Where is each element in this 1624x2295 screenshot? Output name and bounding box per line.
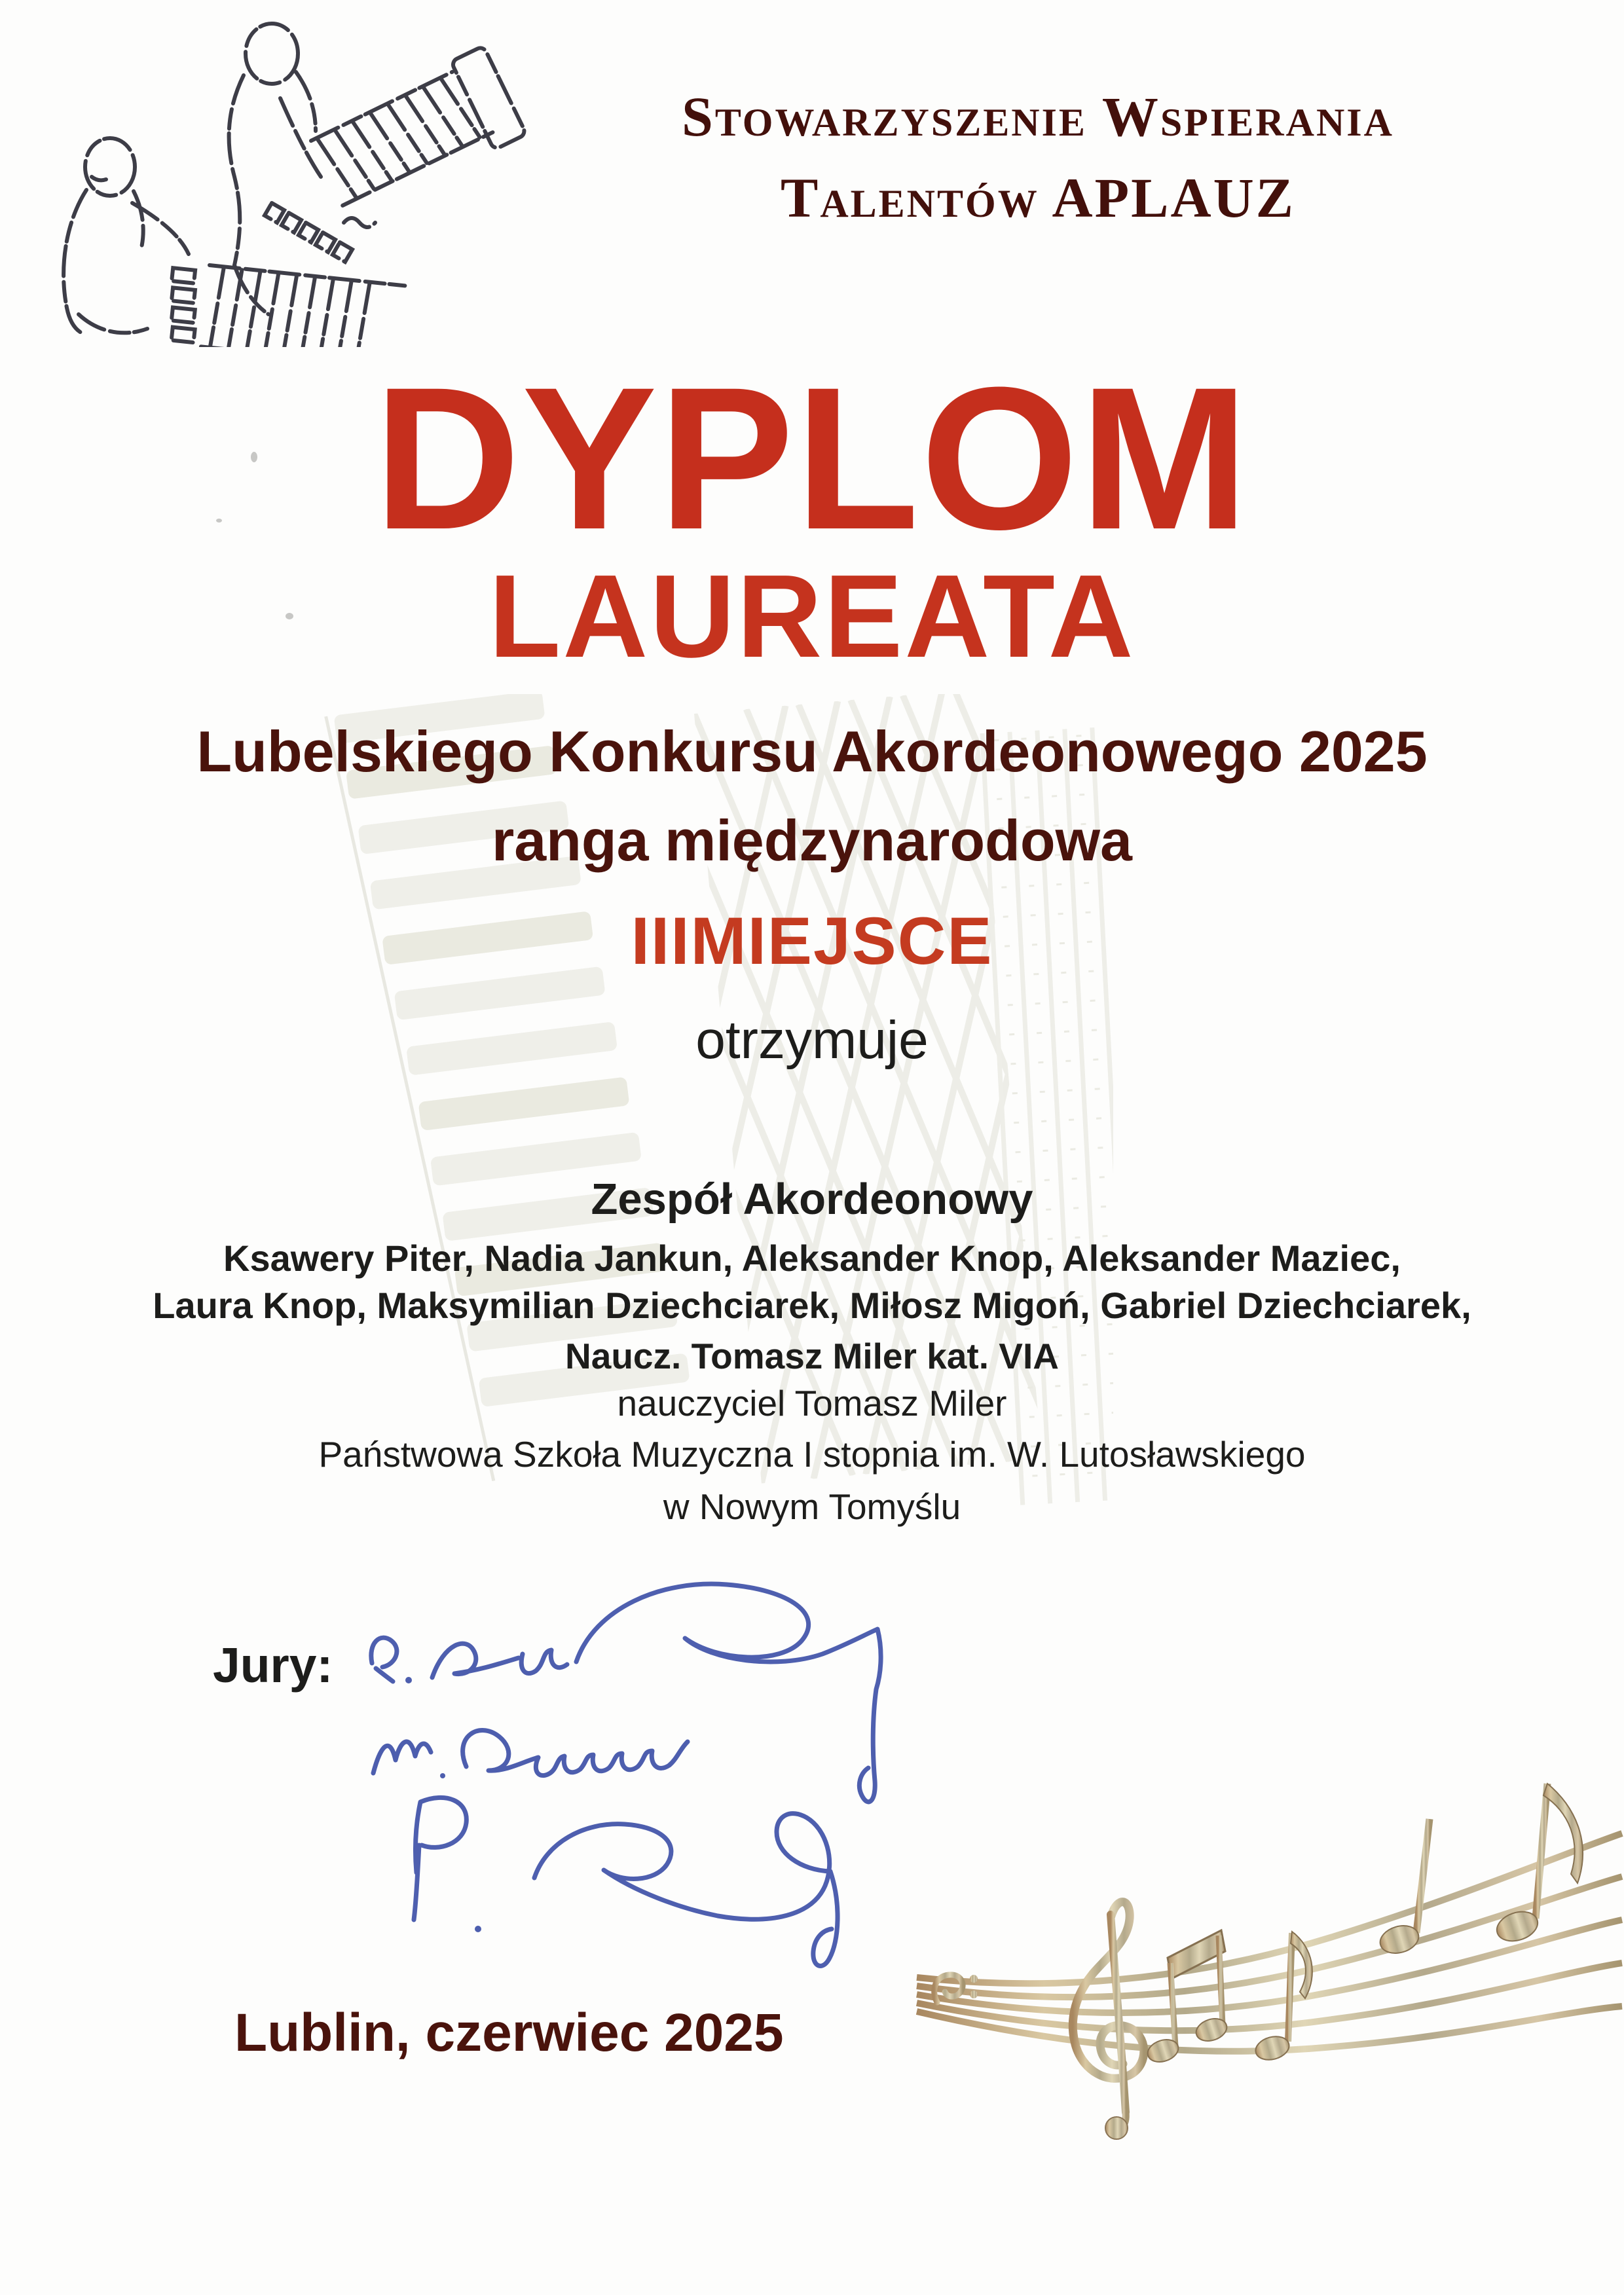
staff-lines — [917, 1833, 1622, 2051]
treble-clef — [1073, 1902, 1143, 2139]
jury-label: Jury: — [213, 1638, 333, 1693]
competition-rank: ranga międzynarodowa — [491, 808, 1132, 873]
school-line2: w Nowym Tomyślu — [663, 1486, 961, 1527]
beamed-eighth-notes — [1145, 1930, 1230, 2066]
receives-word: otrzymuje — [695, 1010, 929, 1070]
members-line1: Ksawery Piter, Nadia Jankun, Aleksander Knop, Aleksander Maziec, — [223, 1238, 1401, 1279]
signature-2 — [373, 1742, 431, 1773]
competition-name: Lubelskiego Konkursu Akordeonowego 2025 — [196, 719, 1428, 784]
members-line2: Laura Knop, Maksymilian Dziechciarek, Miłosz Migoń, Gabriel Dziechciarek, — [153, 1285, 1471, 1326]
handwritten-signatures-blue-ink — [354, 1565, 904, 1984]
diploma-subtitle: LAUREATA — [489, 551, 1135, 682]
signature-3 — [414, 1797, 466, 1920]
ensemble-name: Zespół Akordeonowy — [591, 1175, 1033, 1224]
award-place: IIIMIEJSCE — [631, 904, 993, 978]
org-name-line1: Stowarzyszenie Wspierania — [682, 85, 1394, 148]
org-name-line2: Talentów APLAUZ — [780, 166, 1296, 229]
teacher-line: nauczyciel Tomasz Miler — [617, 1383, 1007, 1423]
signature-1 — [371, 1638, 397, 1681]
place-and-date: Lublin, czerwiec 2025 — [234, 2003, 784, 2063]
school-line1: Państwowa Szkoła Muzyczna I stopnia im. W. Lutosławskiego — [318, 1434, 1306, 1475]
flagged-eighth-note — [1493, 1784, 1583, 1946]
diploma-title: DYPLOM — [373, 344, 1251, 572]
musical-staff-notes — [913, 1696, 1624, 2164]
teacher-category-line: Naucz. Tomasz Miler kat. VIA — [565, 1336, 1059, 1376]
